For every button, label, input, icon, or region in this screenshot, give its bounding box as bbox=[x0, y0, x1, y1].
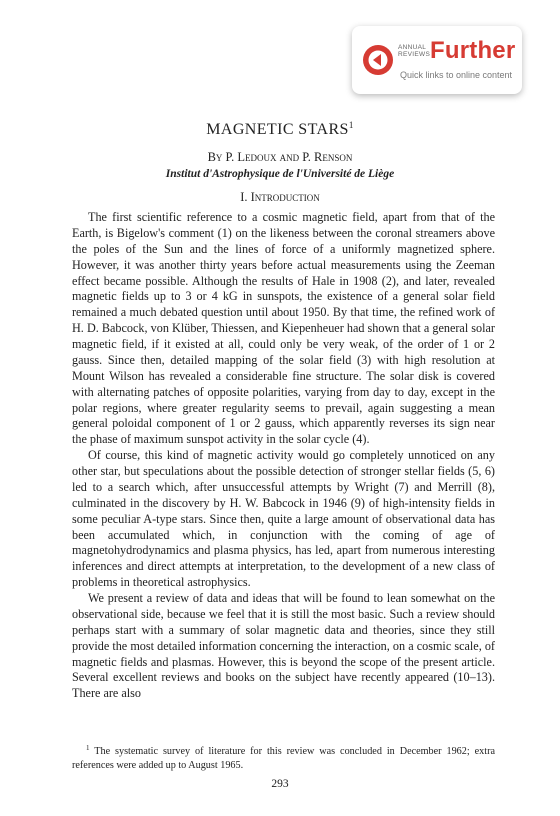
affiliation: Institut d'Astrophysique de l'Université de Liège bbox=[165, 168, 395, 180]
authors: By P. Ledoux and P. Renson bbox=[207, 150, 353, 164]
further-subtitle: Quick links to online content bbox=[400, 70, 513, 80]
page-number: 293 bbox=[271, 778, 289, 790]
footnote-mark: 1 bbox=[86, 744, 90, 752]
article-title: MAGNETIC STARS$^1$ bbox=[206, 120, 354, 138]
footnote-text: The systematic survey of literature for this review was concluded in December 1962; extra references were added up to August 1965. bbox=[72, 746, 495, 771]
paragraph: Of course, this kind of magnetic activity would go completely unnoticed on any other star, but speculations about the possible detection of stronger stellar fields (5, 6) led to a search which, after unsuccessful attempts by Wright (7) and Merrill (8), culminated in the discovery by H. W. Babcock in 1946 (9) of high-intensity fields in some peculiar A-type stars. Since then, quite a large amount of observational data has been accumulated which, in conjunction with the coming of age of magnetohydrodynamics and plasma physics, has led, apart from numerous interesting inferences and direct attempts at interpretation, to the development of a new class of problems in theoretical astrophysics. bbox=[72, 448, 495, 590]
section-heading: I. Introduction bbox=[240, 190, 320, 204]
paragraph: The first scientific reference to a cosmic magnetic field, apart from that of the Earth, is Bigelow's comment (1) on the likeness between the coronal streamers above the poles of the Sun and the lines of force of a uniformly magnetized sphere. However, it was another thirty years before actual measurements using the Zeeman effect became possible. Although the results of Hale in 1908 (2), and later, revealed magnetic fields up to 3 or 4 kG in sunspots, the existence of a general solar field remained a much debated question until about 1950. By that time, the refined work of H. D. Babcock, von Klüber, Thiessen, and Kiepenheuer had shown that a general solar magnetic field, if it existed at all, could only be very weak, of the order of 1 or 2 gauss. Since then, detailed mapping of the solar field (3) with high resolution at Mount Wilson has revealed a considerable fine structure. The solar disk is covered with alternating patches of opposite polarities, varying from day to day, except in the polar regions, where greater regularity seems to prevail, again suggesting a mean general poloidal component of 1 or 2 gauss, which apparently reverses its sign near the phase of maximum sunspot activity in the solar cycle (4). bbox=[72, 210, 495, 447]
further-badge[interactable] bbox=[352, 26, 522, 94]
title-footnote-mark: 1 bbox=[348, 120, 354, 130]
footnote bbox=[72, 742, 495, 772]
body-text bbox=[72, 210, 495, 702]
annual-reviews-logo-icon bbox=[362, 44, 394, 76]
annual-reviews-wordmark: ANNUAL REVIEWS bbox=[398, 44, 431, 58]
further-label: Further bbox=[430, 37, 516, 64]
paragraph: We present a review of data and ideas that will be found to lean somewhat on the observational side, because we feel that it is still the most basic. Such a review should perhaps start with a summary of solar magnetic data and theories, since they still provide the most detailed information concerning the interaction, on a cosmic scale, of magnetic fields and plasmas. However, this is beyond the scope of the present article. Several excellent reviews and books on the subject have recently appeared (10–13). There are also bbox=[72, 591, 495, 701]
